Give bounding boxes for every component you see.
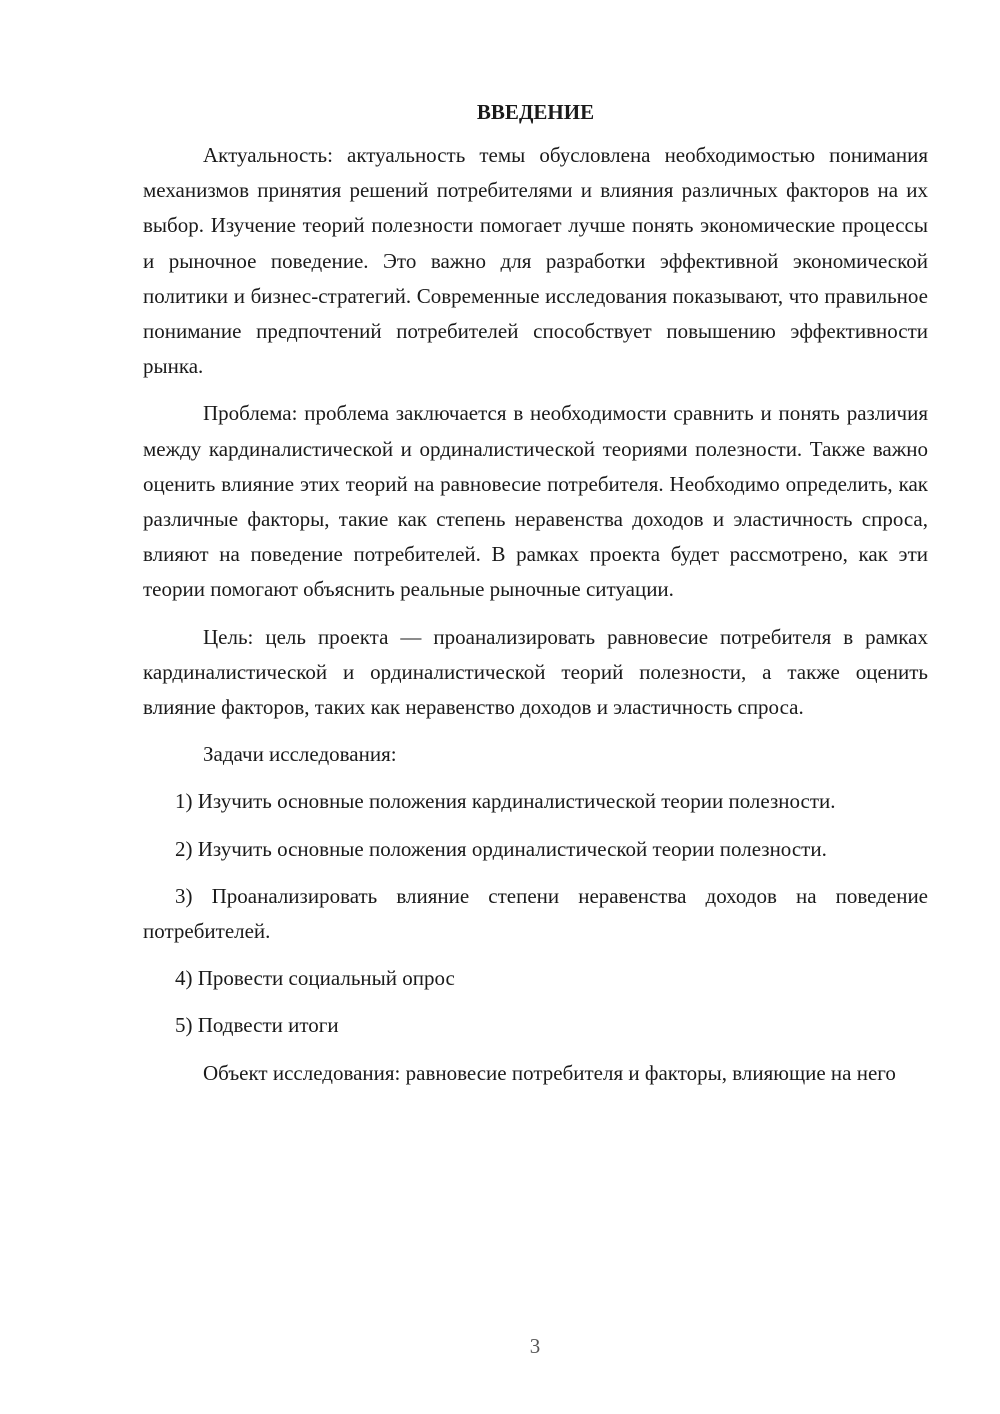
task-item: 1) Изучить основные положения кардиналистической теории полезности. [175,789,836,814]
document-page [143,96,928,1103]
section-heading: ВВЕДЕНИЕ [476,100,595,124]
relevance-paragraph: Актуальность: актуальность темы обусловлена необходимостью понимания механизмов принятия решений потребителями и влияния различных факторов на их выбор. Изучение теорий полезности помогает лучше понять экономические процессы и рыночное поведение. Это важно для разработки эффективной экономической политики и бизнес-стратегий. Современные исследования показывают, что правильное понимание предпочтений потребителей способствует повышению эффективности рынка. [143,143,928,379]
object-paragraph: Объект исследования: равновесие потребителя и факторы, влияющие на него [203,1060,896,1085]
goal-paragraph: Цель: цель проекта — проанализировать равновесие потребителя в рамках кардиналистической и ординалистической теорий полезности, а также оценить влияние факторов, таких как неравенство доходов и эластичность спроса. [143,624,928,720]
tasks-heading: Задачи исследования: [203,742,397,767]
task-item: 5) Подвести итоги [175,1013,339,1038]
problem-paragraph: Проблема: проблема заключается в необходимости сравнить и понять различия между кардиналистической и ординалистической теориями полезности. Также важно оценить влияние этих теорий на равновесие потребителя. Необходимо определить, как различные факторы, такие как степень неравенства доходов и эластичность спроса, влияют на поведение потребителей. В рамках проекта будет рассмотрено, как эти теории помогают объяснить реальные рыночные ситуации. [143,401,928,602]
task-item: 2) Изучить основные положения ординалистической теории полезности. [175,836,827,861]
task-item: 4) Провести социальный опрос [175,966,455,991]
page-number: 3 [529,1334,541,1358]
task-item: 3) Проанализировать влияние степени неравенства доходов на поведение потребителей. [143,883,928,944]
